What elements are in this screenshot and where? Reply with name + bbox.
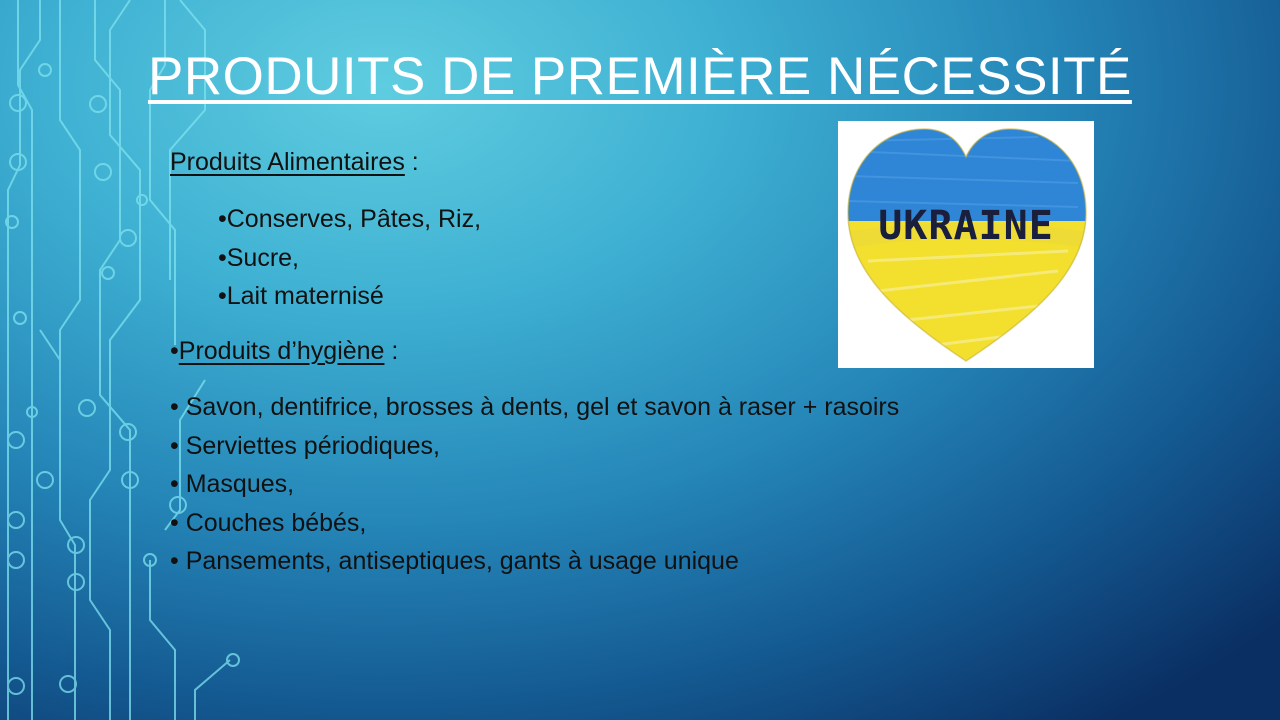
list-item: • Couches bébés, <box>170 508 367 537</box>
section-suffix: : <box>404 148 419 176</box>
food-list <box>218 200 481 316</box>
section-title: Produits Alimentaires <box>170 148 405 176</box>
list-item: •Conserves, Pâtes, Riz, <box>218 205 482 233</box>
list-item: • Serviettes périodiques, <box>170 431 441 460</box>
section-heading-food <box>170 148 419 177</box>
list-item: • Pansements, antiseptiques, gants à usage unique <box>170 547 739 575</box>
slide-title: PRODUITS DE PREMIÈRE NÉCESSITÉ <box>148 47 1132 106</box>
ukraine-heart-image <box>838 121 1094 368</box>
heart-icon <box>838 121 1094 368</box>
list-item: • Masques, <box>170 470 295 498</box>
heart-label: UKRAINE <box>878 203 1054 249</box>
section-title: Produits d’hygiène <box>178 337 385 365</box>
list-item: • Savon, dentifrice, brosses à dents, gel et savon à raser + rasoirs <box>170 393 900 421</box>
hygiene-list <box>170 388 899 581</box>
section-suffix: : <box>384 337 399 365</box>
section-heading-hygiene <box>170 337 398 366</box>
list-item: •Lait maternisé <box>218 282 384 310</box>
section-prefix: • <box>170 337 179 365</box>
list-item: •Sucre, <box>218 243 300 272</box>
